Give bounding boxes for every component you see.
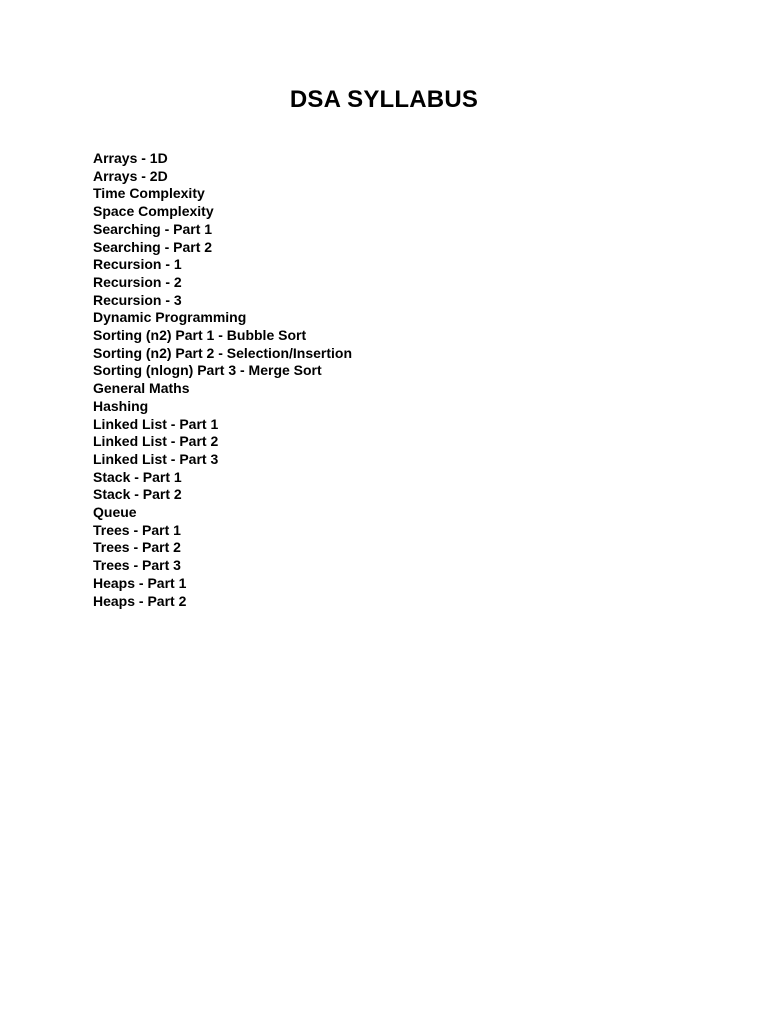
list-item: Searching - Part 2 xyxy=(93,238,213,255)
list-item: Trees - Part 2 xyxy=(93,539,181,556)
list-item: Sorting (nlogn) Part 3 - Merge Sort xyxy=(93,362,322,379)
list-item: Space Complexity xyxy=(93,203,214,220)
list-item: Arrays - 2D xyxy=(93,167,168,184)
list-item: Heaps - Part 2 xyxy=(93,592,187,609)
list-item: Linked List - Part 1 xyxy=(93,415,219,432)
list-item: Arrays - 1D xyxy=(93,150,168,166)
topic-list xyxy=(93,150,352,610)
list-item: Stack - Part 1 xyxy=(93,468,182,485)
list-item: Recursion - 1 xyxy=(93,256,182,273)
list-item: Dynamic Programming xyxy=(93,309,247,326)
list-item: Linked List - Part 3 xyxy=(93,450,219,467)
list-item: Recursion - 3 xyxy=(93,291,182,308)
list-item: Sorting (n2) Part 1 - Bubble Sort xyxy=(93,327,307,344)
list-item: Stack - Part 2 xyxy=(93,486,182,503)
list-item: Searching - Part 1 xyxy=(93,220,213,237)
list-item: Linked List - Part 2 xyxy=(93,433,219,450)
page-title: DSA SYLLABUS xyxy=(289,86,479,113)
list-item: Heaps - Part 1 xyxy=(93,574,187,591)
list-item: Hashing xyxy=(93,397,149,414)
list-item: Recursion - 2 xyxy=(93,273,182,290)
list-item: Time Complexity xyxy=(93,185,205,202)
list-item: Queue xyxy=(93,504,137,521)
list-item: Sorting (n2) Part 2 - Selection/Insertion xyxy=(93,344,353,361)
list-item: General Maths xyxy=(93,380,190,397)
list-item: Trees - Part 1 xyxy=(93,521,181,538)
list-item: Trees - Part 3 xyxy=(93,557,181,574)
